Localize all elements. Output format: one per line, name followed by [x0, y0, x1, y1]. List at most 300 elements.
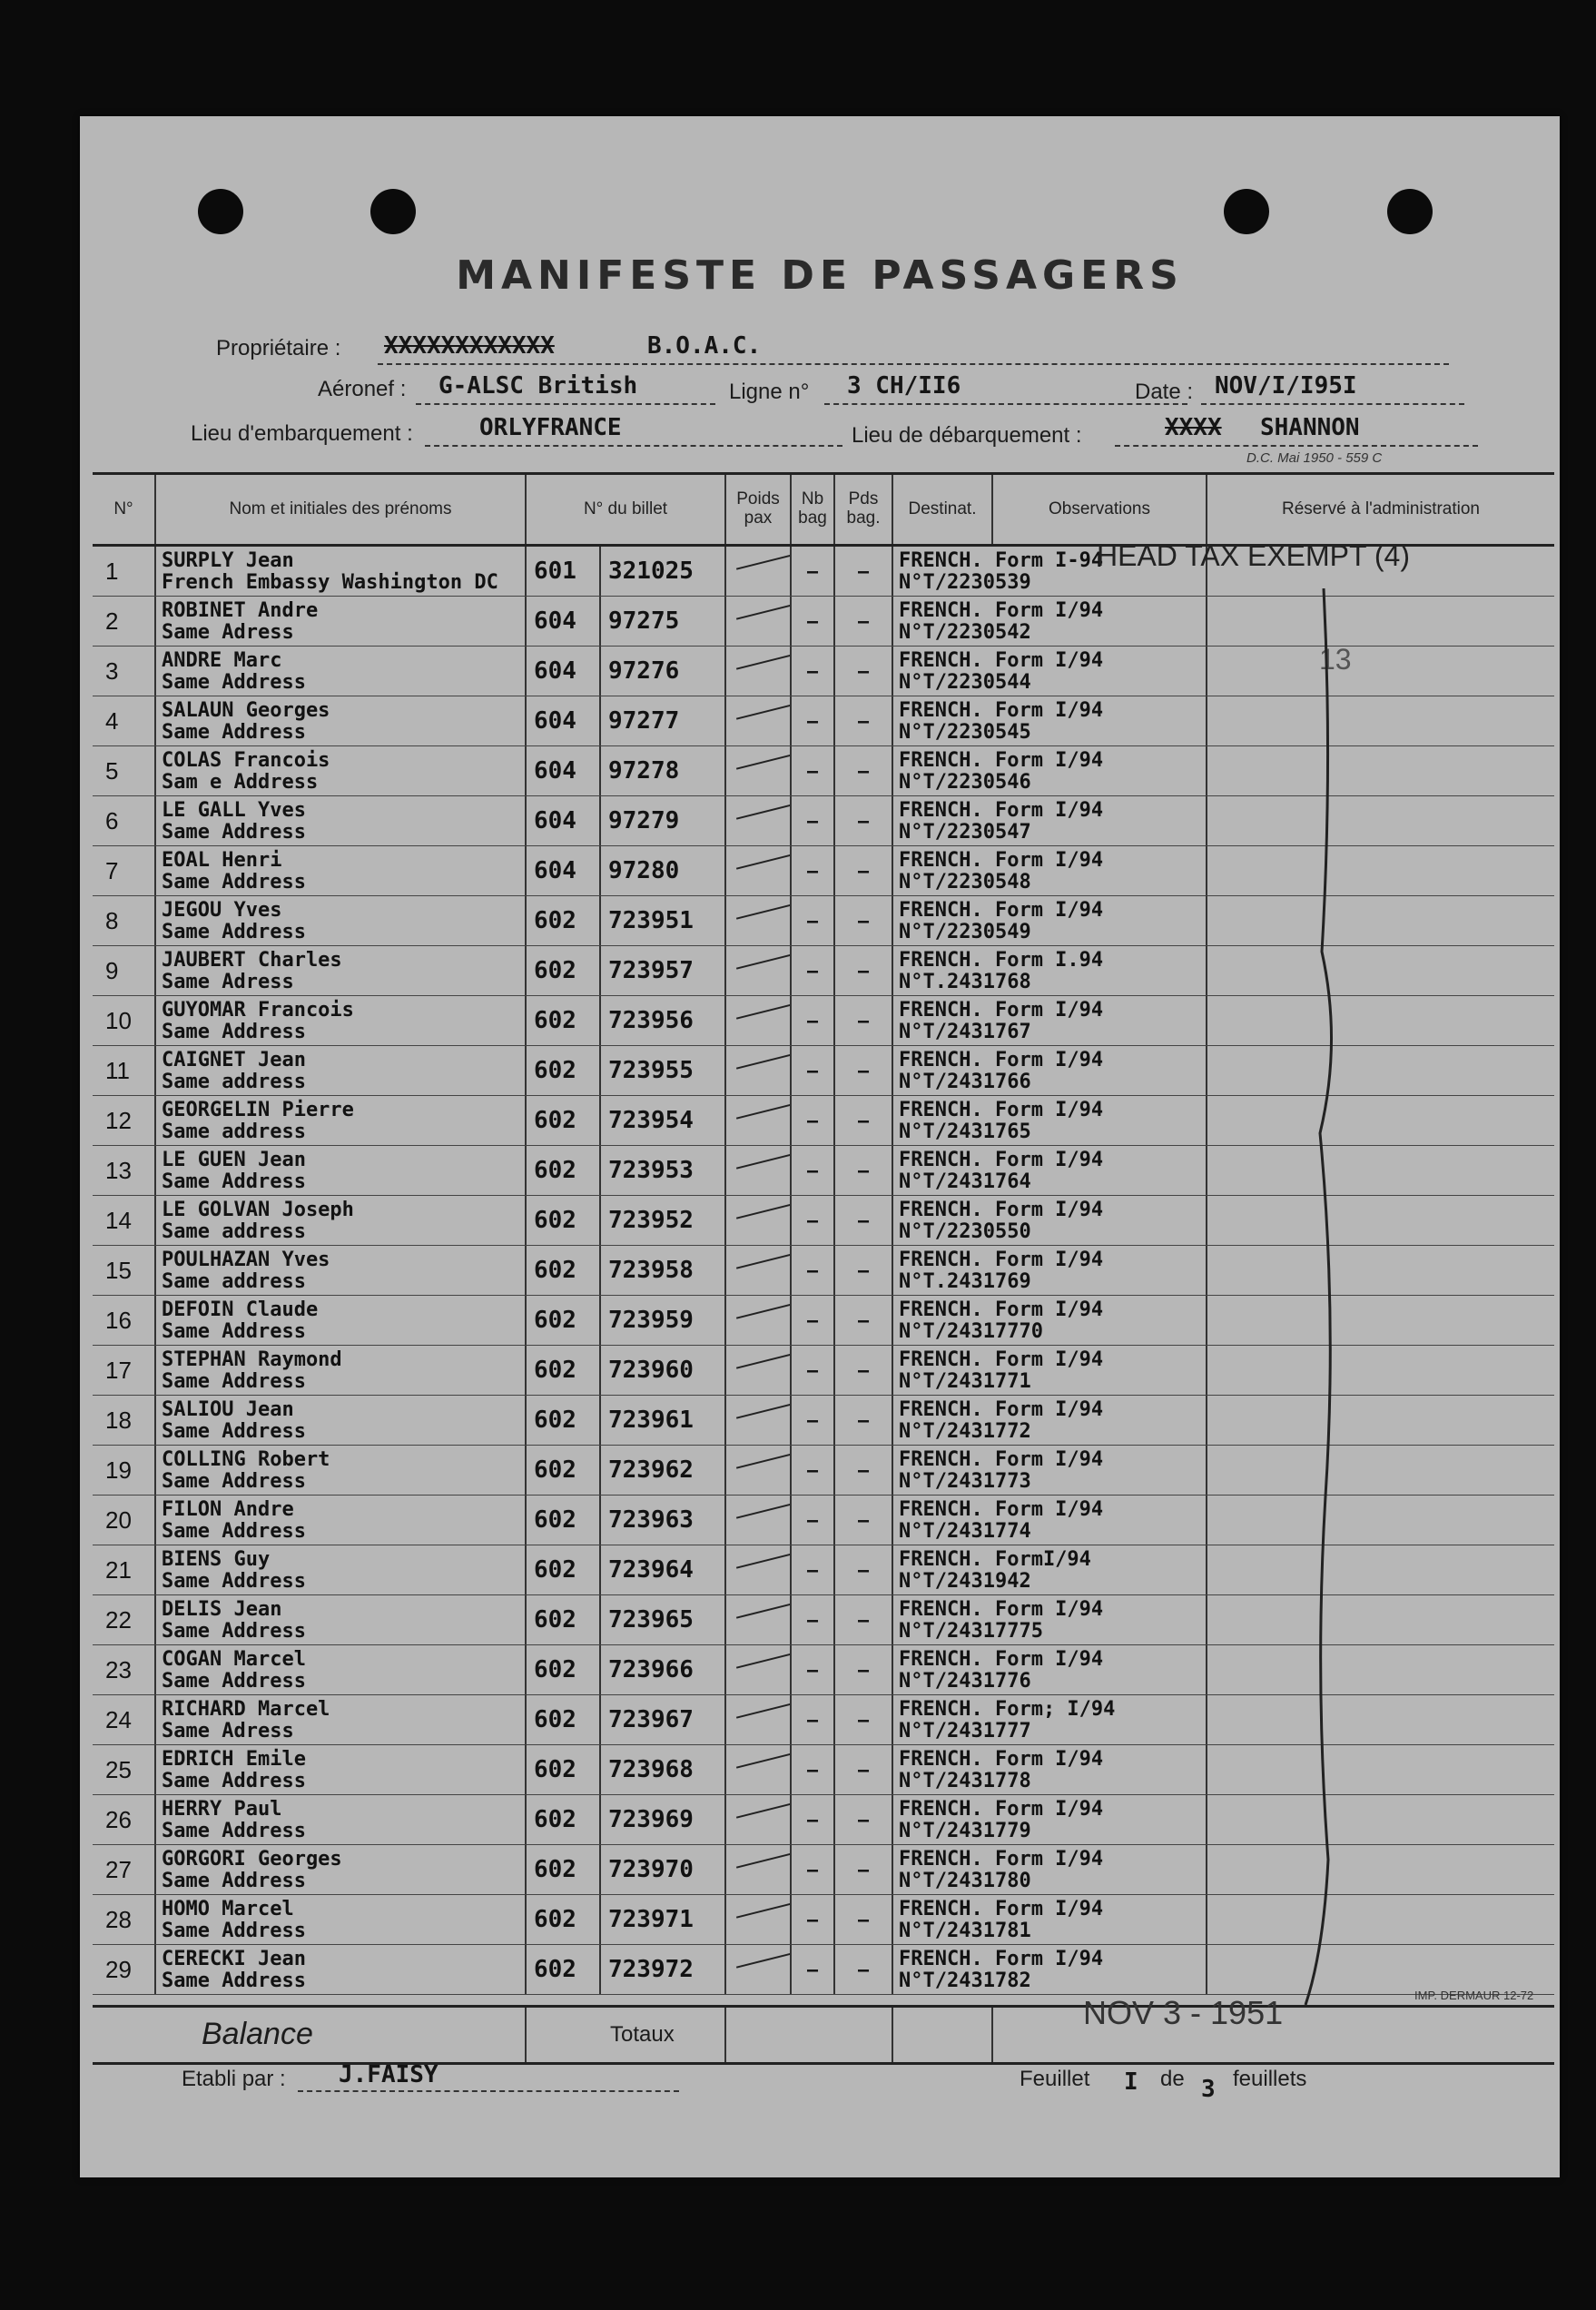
head-tax-stamp: HEAD TAX EXEMPT (4): [1097, 539, 1410, 572]
ticket-number: 723966: [599, 1645, 724, 1694]
admin-cell: [1206, 1046, 1554, 1095]
check-mark-icon: [736, 1449, 790, 1468]
passenger-surname: DEFOIN Claude: [162, 1298, 319, 1321]
observation-line2: N°T/2431772: [899, 1420, 1031, 1443]
row-number: 24: [105, 1706, 132, 1733]
nb-bag-cell: –: [790, 1246, 833, 1295]
observation-line1: FRENCH. Form I/94: [899, 1948, 1104, 1970]
passenger-name: [154, 1296, 525, 1345]
proprietaire-value: B.O.A.C.: [647, 332, 762, 360]
passenger-address: Same address: [162, 1270, 306, 1293]
observation-line1: FRENCH. Form I/94: [899, 1398, 1104, 1421]
passenger-surname: FILON Andre: [162, 1498, 294, 1521]
pds-bag-cell: –: [833, 696, 892, 745]
admin-cell: [1206, 1096, 1554, 1145]
observation-line2: N°T/2431778: [899, 1770, 1031, 1792]
observation-line2: N°T/2431765: [899, 1120, 1031, 1143]
observation-line2: N°T/2230549: [899, 921, 1031, 943]
passenger-address: Same Adress: [162, 1720, 294, 1742]
passenger-name: [154, 1545, 525, 1594]
check-mark-icon: [736, 650, 790, 669]
observation-line2: N°T/2230545: [899, 721, 1031, 744]
destination-observations: [892, 1096, 1206, 1145]
admin-cell: [1206, 696, 1554, 745]
check-mark-icon: [736, 1000, 790, 1019]
destination-observations: [892, 1496, 1206, 1545]
admin-cell: [1206, 597, 1554, 646]
passenger-name: [154, 746, 525, 795]
embarquement-line: [425, 445, 842, 447]
pds-bag-cell: –: [833, 1296, 892, 1345]
passenger-surname: STEPHAN Raymond: [162, 1348, 342, 1371]
observation-line1: FRENCH. Form I/94: [899, 1798, 1104, 1821]
admin-cell: [1206, 1845, 1554, 1894]
observation-line1: FRENCH. Form I/94: [899, 1348, 1104, 1371]
row-number: 28: [105, 1906, 132, 1933]
proprietaire-struck: XXXXXXXXXXXX: [384, 332, 555, 360]
observation-line1: FRENCH. Form I/94: [899, 1848, 1104, 1871]
nb-bag-cell: –: [790, 1346, 833, 1395]
destination-observations: [892, 746, 1206, 795]
ticket-number: 723959: [599, 1296, 724, 1345]
passenger-surname: SALIOU Jean: [162, 1398, 294, 1421]
table-header: [93, 472, 1554, 547]
check-mark-icon: [736, 1399, 790, 1418]
observation-line2: N°T/2230548: [899, 871, 1031, 893]
admin-cell: [1206, 1396, 1554, 1445]
passenger-address: Same Address: [162, 1920, 306, 1942]
poids-cell: [724, 896, 790, 945]
passenger-address: Same Address: [162, 1370, 306, 1393]
observation-line2: N°T/2431766: [899, 1071, 1031, 1093]
nb-bag-cell: –: [790, 1945, 833, 1994]
ticket-number: 723951: [599, 896, 724, 945]
passenger-surname: COLLING Robert: [162, 1448, 330, 1471]
admin-cell: [1206, 796, 1554, 845]
passenger-surname: SALAUN Georges: [162, 699, 330, 722]
proprietaire-line: [378, 363, 1449, 365]
ticket-number: 723953: [599, 1146, 724, 1195]
destination-observations: [892, 1545, 1206, 1594]
poids-cell: [724, 1895, 790, 1944]
row-number: 2: [105, 607, 119, 635]
ticket-number: 723955: [599, 1046, 724, 1095]
observation-line1: FRENCH. Form I.94: [899, 949, 1104, 972]
ticket-number: 723960: [599, 1346, 724, 1395]
pds-bag-cell: –: [833, 1745, 892, 1794]
poids-cell: [724, 647, 790, 696]
passenger-address: Same Address: [162, 921, 306, 943]
observation-line1: FRENCH. Form I/94: [899, 999, 1104, 1022]
observation-line1: FRENCH. Form I/94: [899, 1448, 1104, 1471]
poids-cell: [724, 1545, 790, 1594]
de-label: de: [1160, 2067, 1185, 2091]
check-mark-icon: [736, 700, 790, 719]
ticket-prefix: 602: [525, 1595, 599, 1644]
passenger-address: Same Address: [162, 721, 306, 744]
punch-hole: [198, 189, 243, 234]
pds-bag-cell: –: [833, 1446, 892, 1495]
row-number: 1: [105, 558, 119, 585]
observation-line1: FRENCH. Form I/94: [899, 699, 1104, 722]
passenger-name: [154, 1945, 525, 1994]
ticket-prefix: 602: [525, 1745, 599, 1794]
row-number: 9: [105, 957, 119, 984]
admin-cell: [1206, 846, 1554, 895]
pds-bag-cell: –: [833, 796, 892, 845]
nb-bag-cell: –: [790, 1645, 833, 1694]
destination-observations: [892, 1296, 1206, 1345]
observation-line1: FRENCH. Form I/94: [899, 749, 1104, 772]
ticket-prefix: 602: [525, 1396, 599, 1445]
passenger-address: Same Address: [162, 871, 306, 893]
passenger-address: Same Address: [162, 671, 306, 694]
admin-cell: [1206, 996, 1554, 1045]
pds-bag-cell: –: [833, 1645, 892, 1694]
row-number: 4: [105, 707, 119, 735]
aeronef-line: [416, 403, 715, 405]
observation-line1: FRENCH. Form I/94: [899, 1149, 1104, 1171]
header-no: N°: [113, 499, 133, 518]
nb-bag-cell: –: [790, 1296, 833, 1345]
passenger-surname: HERRY Paul: [162, 1798, 282, 1821]
passenger-address: Same Address: [162, 1320, 306, 1343]
destination-observations: [892, 796, 1206, 845]
passenger-surname: GEORGELIN Pierre: [162, 1099, 354, 1121]
observation-line2: N°T/2230542: [899, 621, 1031, 644]
totals-row: [93, 2005, 1554, 2065]
ticket-prefix: 602: [525, 1645, 599, 1694]
destination-observations: [892, 846, 1206, 895]
destination-observations: [892, 1595, 1206, 1644]
nb-bag-cell: –: [790, 1795, 833, 1844]
pds-bag-cell: –: [833, 547, 892, 596]
header-ticket: N° du billet: [525, 475, 724, 544]
pds-bag-cell: –: [833, 1096, 892, 1145]
poids-cell: [724, 746, 790, 795]
observation-line2: N°T/24317775: [899, 1620, 1043, 1643]
check-mark-icon: [736, 800, 790, 819]
punch-hole: [1224, 189, 1269, 234]
check-mark-icon: [736, 950, 790, 969]
observation-line1: FRENCH. Form I/94: [899, 799, 1104, 822]
row-number: 15: [105, 1257, 132, 1284]
debarquement-struck: XXXX: [1165, 414, 1222, 441]
row-number: 12: [105, 1107, 132, 1134]
form-code: D.C. Mai 1950 - 559 C: [1246, 450, 1383, 466]
ticket-prefix: 602: [525, 1545, 599, 1594]
ticket-prefix: 602: [525, 1695, 599, 1744]
header-nb: Nb bag: [790, 475, 833, 544]
admin-cell: [1206, 1645, 1554, 1694]
observation-line2: N°T/2431764: [899, 1170, 1031, 1193]
passenger-surname: RICHARD Marcel: [162, 1698, 330, 1721]
passenger-address: Same address: [162, 1120, 306, 1143]
row-number: 23: [105, 1656, 132, 1683]
header-obs: Observations: [991, 475, 1206, 544]
observation-line1: FRENCH. Form I/94: [899, 849, 1104, 872]
observation-line2: N°T/2431779: [899, 1820, 1031, 1842]
passenger-surname: POULHAZAN Yves: [162, 1249, 330, 1271]
date-stamp: NOV 3 - 1951: [1083, 1994, 1284, 2031]
ticket-number: 723969: [599, 1795, 724, 1844]
nb-bag-cell: –: [790, 996, 833, 1045]
ticket-number: 723971: [599, 1895, 724, 1944]
admin-cell: [1206, 1545, 1554, 1594]
admin-cell: [1206, 1795, 1554, 1844]
admin-cell: [1206, 1296, 1554, 1345]
destination-observations: [892, 1645, 1206, 1694]
passenger-name: [154, 1795, 525, 1844]
destination-observations: [892, 647, 1206, 696]
page-title: MANIFESTE DE PASSAGERS: [456, 252, 1184, 299]
destination-observations: [892, 1745, 1206, 1794]
punch-hole: [1387, 189, 1433, 234]
observation-line1: FRENCH. Form I/94: [899, 599, 1104, 622]
ticket-number: 97278: [599, 746, 724, 795]
embarquement-value: ORLYFRANCE: [479, 414, 622, 441]
admin-cell: [1206, 1496, 1554, 1545]
observation-line1: FRENCH. Form I/94: [899, 1748, 1104, 1771]
poids-cell: [724, 1496, 790, 1545]
etabli-line: [298, 2090, 679, 2092]
ticket-number: 723964: [599, 1545, 724, 1594]
printer-mark: IMP. DERMAUR 12-72: [1414, 1989, 1534, 2002]
ticket-prefix: 604: [525, 846, 599, 895]
poids-cell: [724, 796, 790, 845]
observation-line1: FRENCH. Form I/94: [899, 649, 1104, 672]
destination-observations: [892, 996, 1206, 1045]
passenger-address: Same Address: [162, 1670, 306, 1693]
observation-line2: N°T/2230539: [899, 571, 1031, 594]
pds-bag-cell: –: [833, 1396, 892, 1445]
row-number: 7: [105, 857, 119, 884]
ticket-prefix: 602: [525, 896, 599, 945]
passenger-address: Same address: [162, 1220, 306, 1243]
admin-cell: [1206, 1346, 1554, 1395]
passenger-address: Same Address: [162, 1969, 306, 1992]
ligne-value: 3 CH/II6: [847, 372, 961, 400]
feuillet-total: 3: [1201, 2076, 1216, 2103]
pds-bag-cell: –: [833, 1046, 892, 1095]
poids-cell: [724, 696, 790, 745]
pds-bag-cell: –: [833, 946, 892, 995]
passenger-address: Same Address: [162, 1021, 306, 1043]
nb-bag-cell: –: [790, 1396, 833, 1445]
ticket-number: 723968: [599, 1745, 724, 1794]
admin-cell: [1206, 647, 1554, 696]
ticket-prefix: 601: [525, 547, 599, 596]
poids-cell: [724, 946, 790, 995]
feuillets-label: feuillets: [1233, 2067, 1307, 2091]
admin-cell: [1206, 1595, 1554, 1644]
poids-cell: [724, 1296, 790, 1345]
totals-divider: [724, 2008, 726, 2062]
passenger-address: Same Adress: [162, 621, 294, 644]
row-number: 14: [105, 1207, 132, 1234]
aeronef-label: Aéronef :: [318, 377, 407, 401]
destination-observations: [892, 1695, 1206, 1744]
check-mark-icon: [736, 1849, 790, 1868]
row-number: 17: [105, 1357, 132, 1384]
passenger-surname: HOMO Marcel: [162, 1898, 294, 1920]
header-pds: Pds bag.: [833, 475, 892, 544]
destination-observations: [892, 946, 1206, 995]
ticket-prefix: 602: [525, 996, 599, 1045]
ticket-number: 97280: [599, 846, 724, 895]
destination-observations: [892, 1246, 1206, 1295]
check-mark-icon: [736, 1249, 790, 1269]
nb-bag-cell: –: [790, 1046, 833, 1095]
pds-bag-cell: –: [833, 1795, 892, 1844]
check-mark-icon: [736, 600, 790, 619]
observation-line2: N°T/2431776: [899, 1670, 1031, 1693]
row-number: 18: [105, 1407, 132, 1434]
passenger-surname: LE GUEN Jean: [162, 1149, 306, 1171]
passenger-name: [154, 1246, 525, 1295]
observation-line2: N°T/2431773: [899, 1470, 1031, 1493]
manifest-sheet: [80, 116, 1560, 2177]
pds-bag-cell: –: [833, 1945, 892, 1994]
passenger-address: Same Address: [162, 1520, 306, 1543]
passenger-name: [154, 796, 525, 845]
observation-line1: FRENCH. Form I/94: [899, 1199, 1104, 1221]
destination-observations: [892, 1945, 1206, 1994]
ticket-prefix: 602: [525, 1046, 599, 1095]
header-poids: Poids pax: [724, 475, 790, 544]
passenger-name: [154, 696, 525, 745]
observation-line1: FRENCH. Form; I/94: [899, 1698, 1116, 1721]
poids-cell: [724, 1446, 790, 1495]
date-value: NOV/I/I95I: [1215, 372, 1357, 400]
row-number: 27: [105, 1856, 132, 1883]
check-mark-icon: [736, 1799, 790, 1818]
passenger-name: [154, 547, 525, 596]
ticket-number: 723965: [599, 1595, 724, 1644]
observation-line1: FRENCH. Form I/94: [899, 899, 1104, 922]
observation-line1: FRENCH. Form I/94: [899, 1099, 1104, 1121]
pds-bag-cell: –: [833, 746, 892, 795]
passenger-address: Sam e Address: [162, 771, 319, 794]
pds-bag-cell: –: [833, 1895, 892, 1944]
nb-bag-cell: –: [790, 1196, 833, 1245]
pds-bag-cell: –: [833, 1496, 892, 1545]
observation-line1: FRENCH. Form I/94: [899, 1898, 1104, 1920]
nb-bag-cell: –: [790, 796, 833, 845]
ticket-number: 723963: [599, 1496, 724, 1545]
ticket-number: 723956: [599, 996, 724, 1045]
poids-cell: [724, 1046, 790, 1095]
poids-cell: [724, 1745, 790, 1794]
row-number: 21: [105, 1556, 132, 1584]
destination-observations: [892, 1146, 1206, 1195]
poids-cell: [724, 1595, 790, 1644]
admin-cell: [1206, 746, 1554, 795]
passenger-surname: CAIGNET Jean: [162, 1049, 306, 1071]
observation-line2: N°T/2431774: [899, 1520, 1031, 1543]
admin-cell: [1206, 1196, 1554, 1245]
ticket-number: 723957: [599, 946, 724, 995]
pds-bag-cell: –: [833, 597, 892, 646]
balance-note: Balance: [202, 2017, 313, 2051]
row-number: 22: [105, 1606, 132, 1634]
check-mark-icon: [736, 750, 790, 769]
passenger-surname: DELIS Jean: [162, 1598, 282, 1621]
row-number: 10: [105, 1007, 132, 1034]
destination-observations: [892, 1396, 1206, 1445]
observation-line2: N°T/2230544: [899, 671, 1031, 694]
poids-cell: [724, 1845, 790, 1894]
pds-bag-cell: –: [833, 647, 892, 696]
admin-cell: [1206, 1695, 1554, 1744]
header-name: Nom et initiales des prénoms: [154, 475, 525, 544]
observation-line2: N°T/2431782: [899, 1969, 1031, 1992]
totals-divider: [892, 2008, 893, 2062]
ticket-number: 723954: [599, 1096, 724, 1145]
check-mark-icon: [736, 1899, 790, 1918]
ticket-prefix: 602: [525, 1895, 599, 1944]
ticket-number: 97279: [599, 796, 724, 845]
destination-observations: [892, 1346, 1206, 1395]
nb-bag-cell: –: [790, 1446, 833, 1495]
check-mark-icon: [736, 550, 790, 569]
passenger-surname: CERECKI Jean: [162, 1948, 306, 1970]
passenger-address: Same Adress: [162, 971, 294, 993]
passenger-name: [154, 1196, 525, 1245]
passenger-name: [154, 1046, 525, 1095]
date-label: Date :: [1135, 380, 1194, 404]
row-number: 6: [105, 807, 119, 834]
passenger-surname: JAUBERT Charles: [162, 949, 342, 972]
passenger-name: [154, 647, 525, 696]
admin-cell: [1206, 946, 1554, 995]
admin-number: 13: [1319, 643, 1352, 676]
poids-cell: [724, 1096, 790, 1145]
ligne-line: [824, 403, 1187, 405]
passenger-name: [154, 1595, 525, 1644]
check-mark-icon: [736, 1050, 790, 1069]
ticket-prefix: 602: [525, 1845, 599, 1894]
passenger-name: [154, 1745, 525, 1794]
ticket-prefix: 602: [525, 1246, 599, 1295]
destination-observations: [892, 1795, 1206, 1844]
observation-line1: FRENCH. Form I-94: [899, 549, 1104, 572]
debarquement-value: SHANNON: [1260, 414, 1360, 441]
check-mark-icon: [736, 1150, 790, 1169]
check-mark-icon: [736, 900, 790, 919]
poids-cell: [724, 1196, 790, 1245]
etabli-label: Etabli par :: [182, 2067, 286, 2091]
feuillet-label: Feuillet: [1020, 2067, 1090, 2091]
ticket-prefix: 604: [525, 597, 599, 646]
ticket-prefix: 602: [525, 1196, 599, 1245]
passenger-address: Same Address: [162, 1770, 306, 1792]
passenger-name: [154, 1346, 525, 1395]
passenger-surname: ANDRE Marc: [162, 649, 282, 672]
destination-observations: [892, 1895, 1206, 1944]
ticket-number: 723970: [599, 1845, 724, 1894]
observation-line1: FRENCH. Form I/94: [899, 1598, 1104, 1621]
passenger-address: Same Address: [162, 1420, 306, 1443]
row-number: 29: [105, 1956, 132, 1983]
admin-cell: [1206, 1945, 1554, 1994]
passenger-name: [154, 1396, 525, 1445]
admin-cell: [1206, 896, 1554, 945]
observation-line1: FRENCH. Form I/94: [899, 1498, 1104, 1521]
pds-bag-cell: –: [833, 996, 892, 1045]
poids-cell: [724, 1795, 790, 1844]
observation-line1: FRENCH. Form I/94: [899, 1298, 1104, 1321]
